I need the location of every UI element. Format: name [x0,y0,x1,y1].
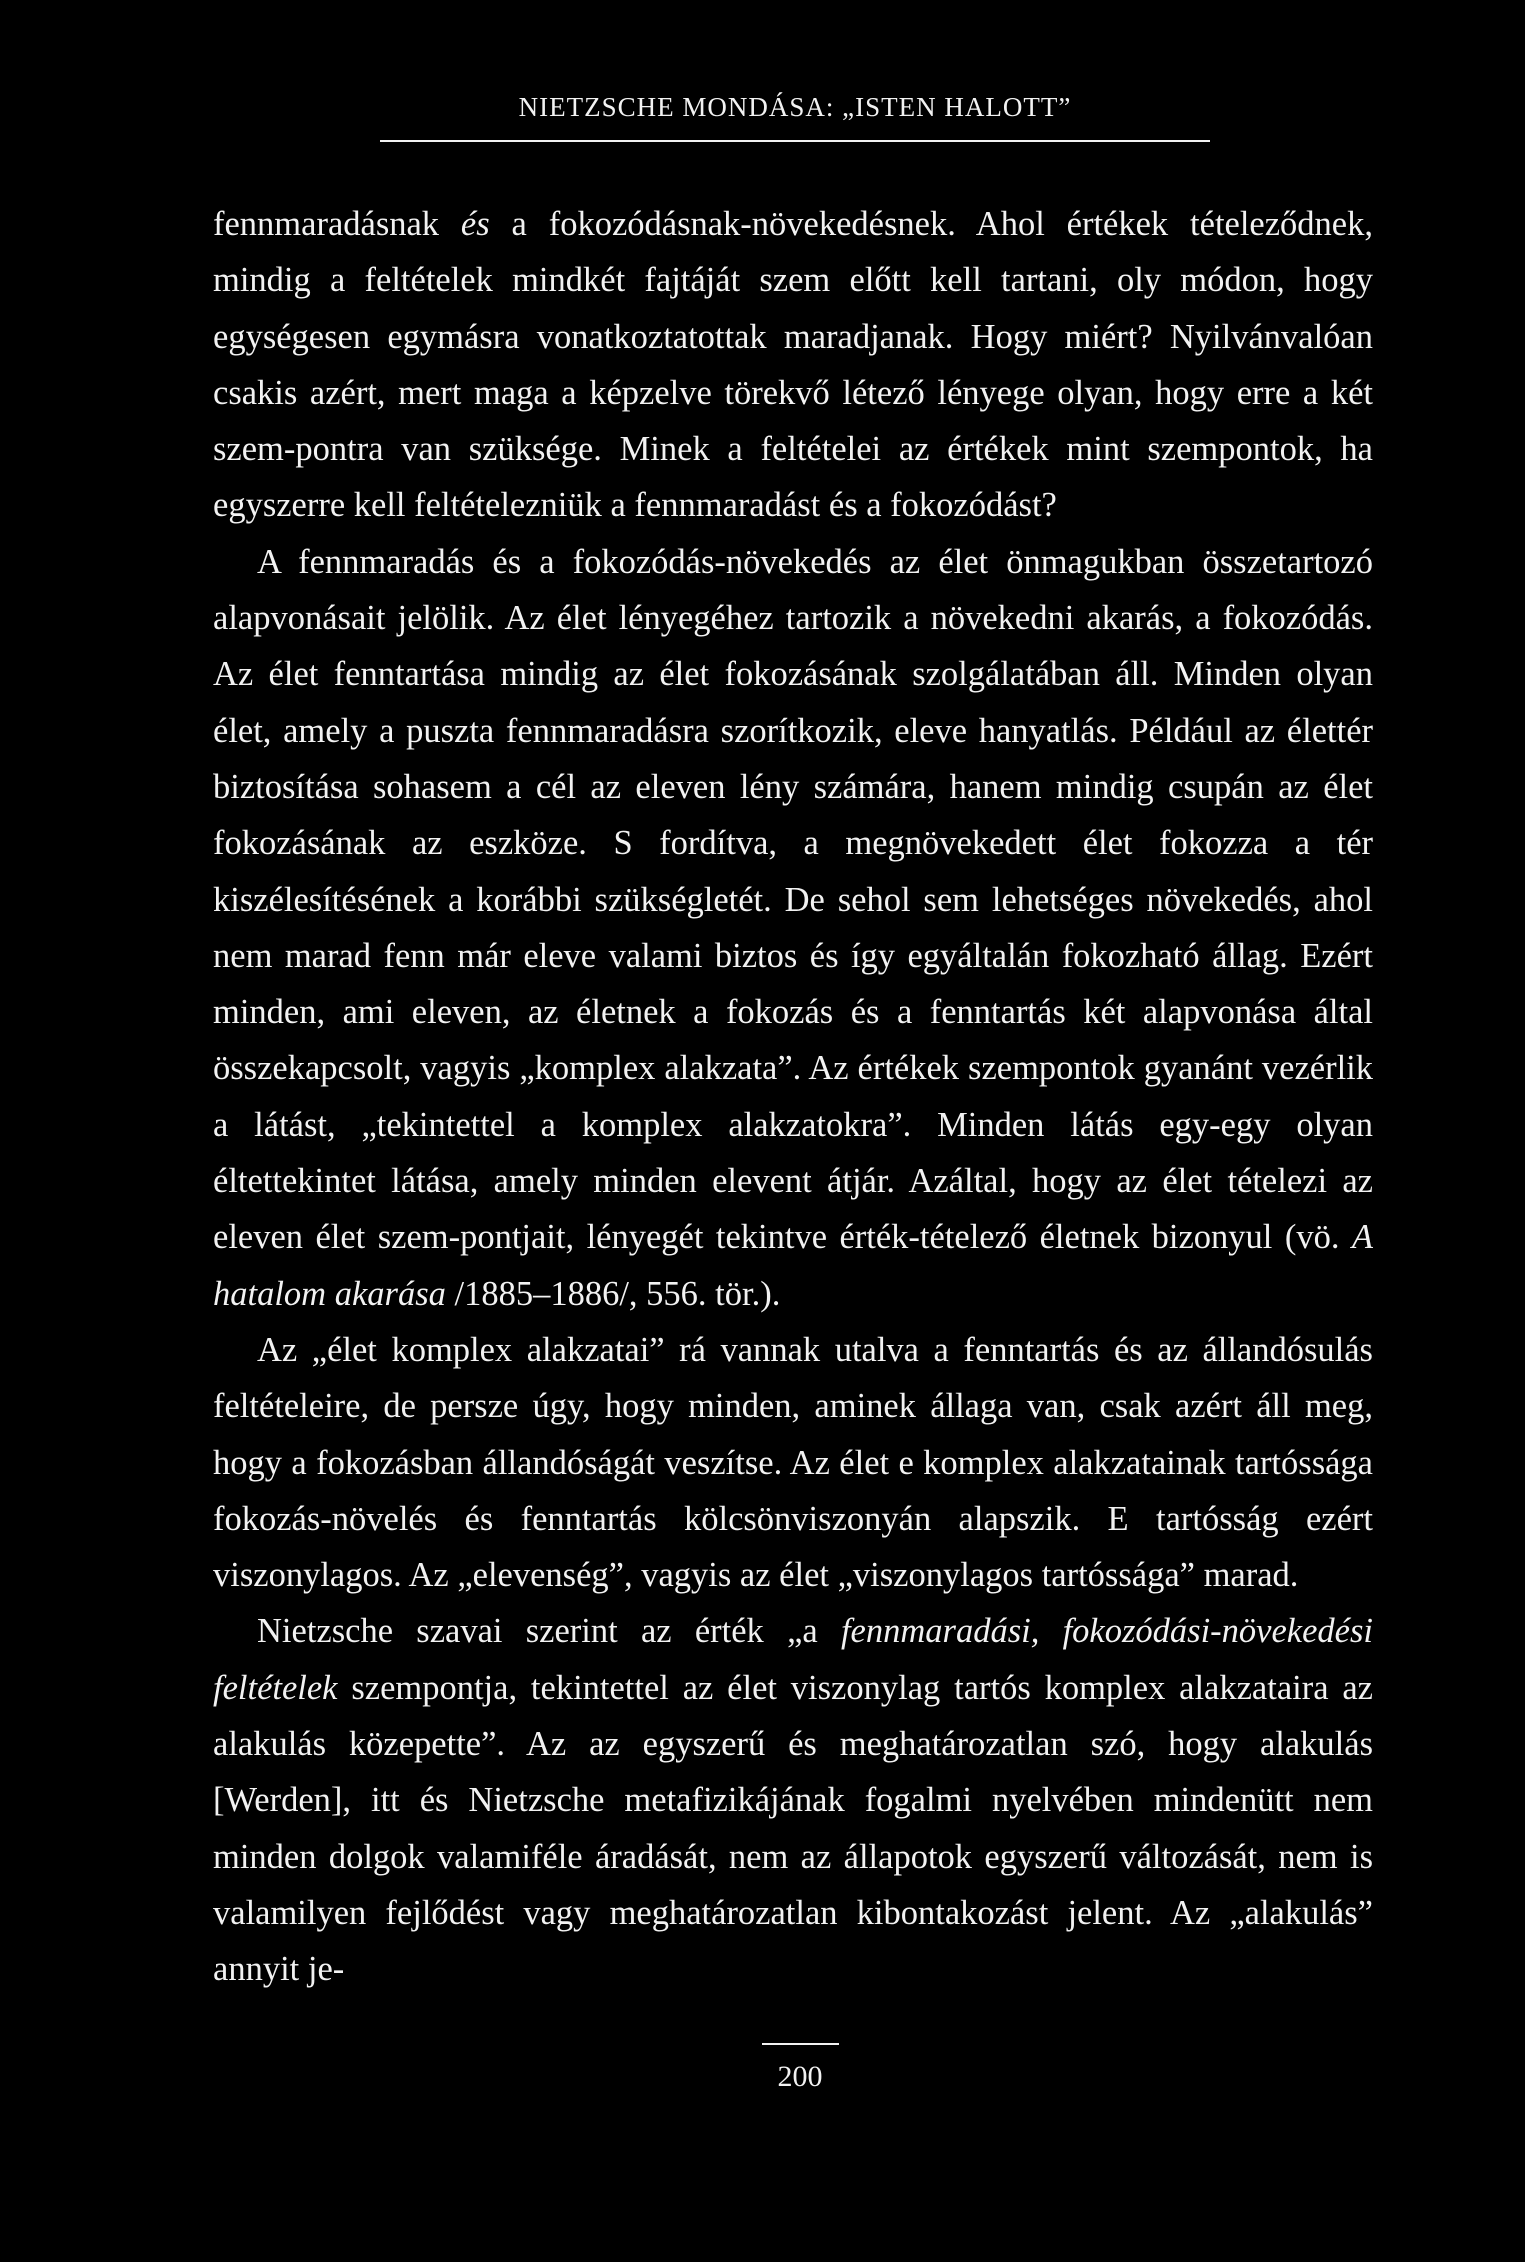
text-segment: szempontja, tekintettel az élet viszonylag tartós komplex alakzataira az alakulás közepette”. Az az egyszerű és meghatározatlan szó, hogy alakulás [Werden], itt és Nietzsche metafizikájának fogalmi nyelvében mindenütt nem minden dolgok valamiféle áradását, nem az állapotok egyszerű változását, nem is valamilyen fejlődést vagy meghatározatlan kibontakozást jelent. Az „alakulás” annyit je- [213,1668,1373,1989]
text-segment: fennmaradásnak [213,205,461,243]
running-header: NIETZSCHE MONDÁSA: „ISTEN HALOTT” [518,92,1072,122]
text-segment: /1885–1886/, 556. tör.). [445,1274,781,1313]
paragraph-3 [213,1322,1373,1603]
text-segment: Az „élet komplex alakzatai” rá vannak utalva a fenntartás és az állandósulás feltételeire, de persze úgy, hogy minden, aminek állaga van, csak azért áll meg, hogy a fokozásban állandóságát veszítse. Az élet e komplex alakzatainak tartóssága fokozás-növelés és fenntartás kölcsönviszonyán alapszik. E tartósság ezért viszonylagos. Az „elevenség”, vagyis az élet „viszonylagos tartóssága” marad. [213,1330,1373,1595]
paragraph-1 [213,196,1373,534]
italic-segment: és [460,205,490,243]
page-number: 200 [777,2060,823,2093]
paragraph-2 [213,534,1373,1322]
text-segment: a fokozódásnak-növekedésnek. Ahol értékek tételeződnek, mindig a feltételek mindkét fajtáját szem előtt kell tartani, oly módon, hogy egységesen egymásra vonatkoztatottak maradjanak. Hogy miért? Nyilvánvalóan csakis azért, mert maga a képzelve törekvő létező lényege olyan, hogy erre a két szem-pontra van szüksége. Minek a feltételei az értékek mint szempontok, ha egyszerre kell feltételezniük a fennmaradást és a fokozódást? [213,205,1373,525]
footer-rule [762,2043,839,2045]
italic-segment: fennmaradási, fokozódási-növekedési feltételek [213,1612,1373,1707]
text-segment: Nietzsche szavai szerint az érték „a [257,1612,841,1651]
header-rule [380,140,1210,142]
paragraph-4 [213,1603,1373,1997]
book-title-citation: A hatalom akarása [213,1218,1373,1313]
body-text [213,196,1373,1998]
text-segment: A fennmaradás és a fokozódás-növekedés az élet önmagukban összetartozó alapvonásait jelölik. Az élet lényegéhez tartozik a növekedni akarás, a fokozódás. Az élet fenntartása mindig az élet fokozásának szolgálatában áll. Minden olyan élet, amely a puszta fennmaradásra szorítkozik, eleve hanyatlás. Például az élettér biztosítása sohasem a cél az eleven lény számára, hanem mindig csupán az élet fokozásának az eszköze. S fordítva, a megnövekedett élet fokozza a tér kiszélesítésének a korábbi szükségletét. De sehol sem lehetséges növekedés, ahol nem marad fenn már eleve valami biztos és így egyáltalán fokozható állag. Ezért minden, ami eleven, az életnek a fokozás és a fenntartás két alapvonása által összekapcsolt, vagyis „komplex alakzata”. Az értékek szempontok gyanánt vezérlik a látást, „tekintettel a komplex alakzatokra”. Minden látás egy-egy olyan éltettekintet látása, amely minden elevent átjár. Azáltal, hogy az élet tételezi az eleven élet szem-pontjait, lényegét tekintve érték-tételező életnek bizonyul (vö. [213,542,1373,1257]
